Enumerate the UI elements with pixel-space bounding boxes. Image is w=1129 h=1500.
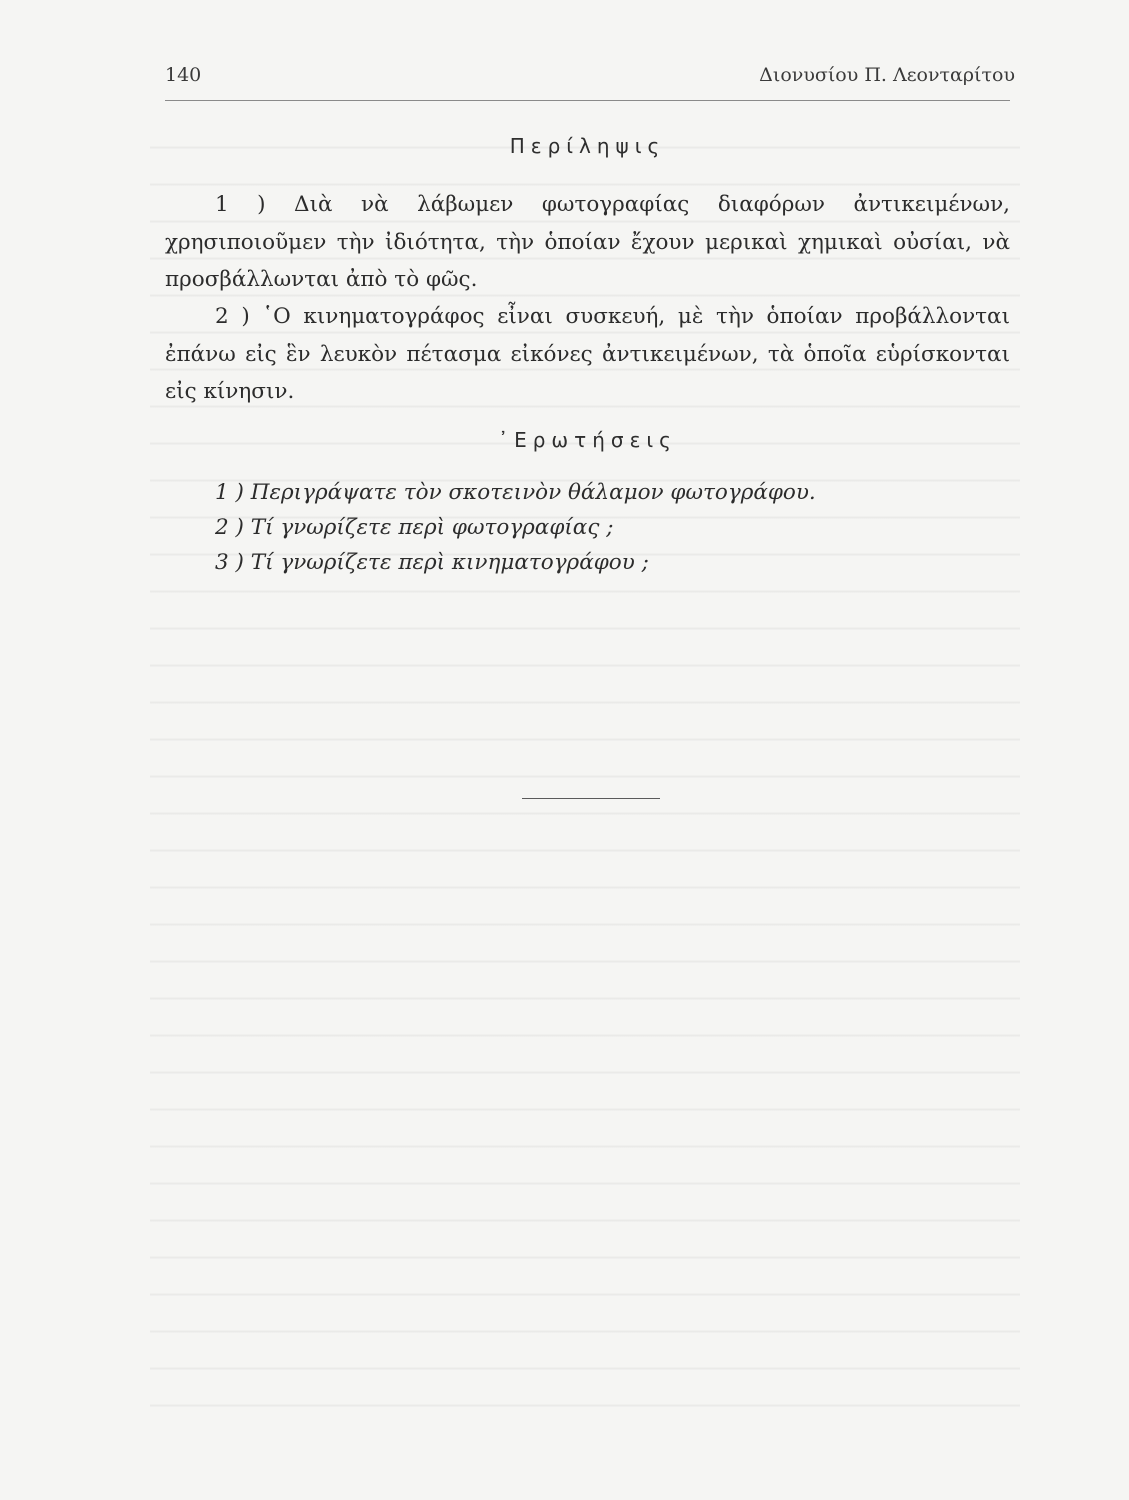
questions-title: ᾿Ερωτήσεις [498, 428, 677, 452]
question-1: 1 ) Περιγράψατε τὸν σκοτεινὸν θάλαμον φωτογράφου. [215, 480, 816, 505]
summary-item-2-text: 2 ) ῾Ο κινηματογράφος εἶναι συσκευή, μὲ τὴν ὁποίαν προβάλλονται ἐπάνω εἰς ἓν λευκὸν πέτασμα εἰκόνες ἀντικειμένων, τὰ ὁποῖα εὑρίσκονται εἰς κίνησιν. [165, 304, 1010, 404]
summary-item-2 [165, 298, 1010, 411]
page-number: 140 [165, 64, 202, 86]
header-rule [165, 100, 1010, 101]
running-header [165, 64, 1015, 96]
summary-item-1-text: 1 ) Διὰ νὰ λάβωμεν φωτογραφίας διαφόρων ἀντικειμένων, χρησιποιοῦμεν τὴν ἰδιότητα, τὴν ὁποίαν ἔχουν μερικαὶ χημικαὶ οὐσίαι, νὰ προσβάλλωνται ἀπὸ τὸ φῶς. [165, 192, 1010, 292]
question-2: 2 ) Τί γνωρίζετε περὶ φωτογραφίας ; [215, 515, 614, 540]
running-title: Διονυσίου Π. Λεονταρίτου [759, 64, 1015, 86]
end-rule [522, 798, 660, 799]
summary-item-1 [165, 186, 1010, 299]
question-3: 3 ) Τί γνωρίζετε περὶ κινηματογράφου ; [215, 550, 649, 575]
summary-title: Περίληψις [509, 134, 666, 158]
